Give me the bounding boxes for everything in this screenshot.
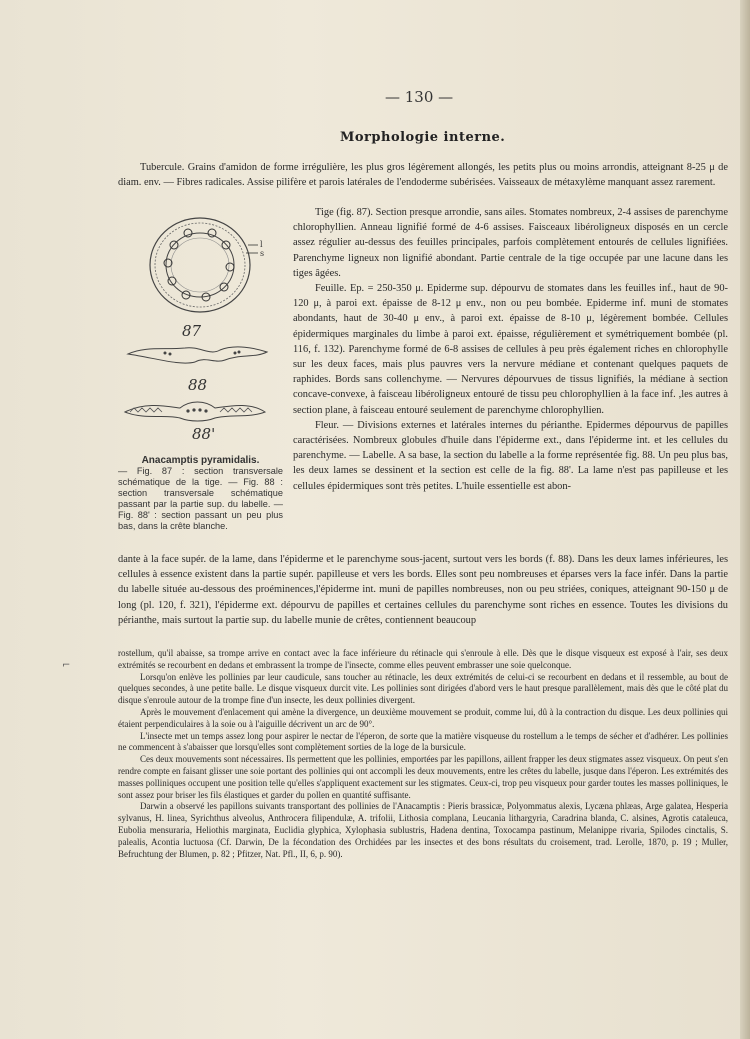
column-text [293, 205, 728, 494]
small-p2: Lorsqu'on enlève les pollinies par leur caudicule, sans toucher au rétinacle, les deux extrémités de celui-ci se recourbent en dedans et il ressemble, au bout de quelques secondes, à une petite balle. Le disque visqueux durcit vite. Les pollinies sont dirigées d'abord vers le haut presque parallèlement, mais dès que le côté plat du disque s'enroule autour de la trompe fine d'un insecte, les deux pollinies divergent. [118, 671, 728, 706]
figure-caption [118, 455, 283, 532]
figure-88-prime-section [120, 392, 270, 426]
fig87-label-s: s [260, 249, 265, 258]
small-print-section [118, 648, 728, 860]
figure-87-label: 87 [182, 322, 202, 340]
caption-text: — Fig. 87 : section transversale schématique de la tige. — Fig. 88 : section transversale schématique passant par la partie sup. du labelle. — Fig. 88' : section passant un peu plus bas, dans la crête blanche. [118, 466, 283, 531]
tige-text: Tige (fig. 87). Section presque arrondie, sans ailes. Stomates nombreux, 2-4 assises de parenchyme chlorophyllien. Anneau lignifié formé de 4-6 assises. Faisceaux libéroligneux disposés en un cercle assez régulier au-dessus des feuilles principales, parfois complètement entourés de cellules lignifiées. Parenchyme ligneux non lignifié abondant. Partie centrale de la tige occupée par une lacune dans les tiges âgées. [293, 207, 728, 279]
figure-88-label: 88 [188, 376, 208, 394]
tubercule-text: Tubercule. Grains d'amidon de forme irrégulière, les plus gros légèrement allongés, les petits plus ou moins arrondis, atteignant 8-25 μ de diam. env. — Fibres radicales. Assise pilifère et parois latérales de l'endoderme subérisées. Vaisseaux de métaxylème manquant assez rarement. [118, 162, 728, 189]
figure-87-stem-section [140, 215, 270, 315]
small-p4: L'insecte met un temps assez long pour aspirer le nectar de l'éperon, de sorte que la matière visqueuse du rostellum a le temps de sécher et d'adhérer. Les pollinies ne commencent à s'abaisser que lorsqu'elles sont complètement sorties de la loge de la bursicule. [118, 730, 728, 753]
small-p5: Ces deux mouvements sont nécessaires. Ils permettent que les pollinies, emportées par les papillons, aillent frapper les deux stigmates assez visqueux. On peut s'en rendre compte en faisant glisser une soie portant des pollinies qui ont accompli les deux mouvements, entre les crêtes du labelle, jusque dans l'éperon. Les extrémités des masses polliniques occupent une position telle qu'elles s'appliquent exactement sur les stigmates. Ceux-ci, trop peu visqueux pour garder toutes les masses polliniques, le sont assez pour briser les fils élastiques et garder du pollen en quantité suffisante. [118, 754, 728, 800]
paragraph-tubercule [118, 160, 728, 190]
fig87-label-l: l [260, 240, 263, 249]
paragraph-fleur-continued [118, 552, 728, 628]
fleur-cont-text: dante à la face supér. de la lame, dans l'épiderme et le parenchyme sous-jacent, surtout vers les bords (f. 88). Dans les deux lames inférieures, les cellules à essence existent dans la partie supér. papilleuse et vers les bords. Elles sont peu nombreuses et éparses vers la face infér. Dans la partie du labelle située au-dessous des proéminences,l'épiderme int. muni de papilles nombreuses, non ou peu striées, coniques, atteignant 90-150 μ de long (pl. 120, f. 321), l'épiderme ext. dépourvu de papilles et certaines cellules du parenchyme sont riches en essence. Toutes les divisions du périanthe, mais surtout la partie sup. du labelle munie de crêtes, contiennent beaucoup [118, 554, 728, 626]
fleur-text: Fleur. — Divisions externes et latérales internes du périanthe. Epidermes dépourvus de papilles caractérisées. Nombreux globules d'huile dans l'épiderme ext., dans l'épiderme int. et les cellules du parenchyme. — Labelle. A sa base, la section du labelle a la forme représentée fig. 88. Un peu plus bas, les deux lames se dessinent et la section est celle de la fig. 88'. La lame n'est pas papilleuse et les cellules épidermiques sont très petites. L'huile essentielle est abon- [293, 419, 728, 492]
figure-88-labelle-section [125, 340, 270, 370]
page-edge [740, 0, 750, 1039]
small-p6: Darwin a observé les papillons suivants transportant des pollinies de l'Anacamptis : Pieris brassicæ, Polyommatus alexis, Lycæna phlæas, Arge galatea, Hesperia sylvanus, H. linea, Syrichthus alveolus, Anthrocera filipendulæ, A. trifolii, Lithosia complana, Leucania lithargyria, Caradrina blanda, C. alsines, Agrotis cataleuca, Eubolia mensuraria, Heliothis marginata, Euclidia glyphica, Xylophasia sublustris, Hadena dentina, Toxocampa pastinum, Melanippe rivaria, Spilodes cinctalis, S. palealis, Acontia luctuosa (Cf. Darwin, De la fécondation des Orchidées par les insectes et des bons résultats du croisement, trad. Lerolle, 1870, p. 19 ; Muller, Befruchtung der Blumen, p. 82 ; Pfitzer, Nat. Pfl., II, 6, p. 90). [118, 801, 728, 859]
small-p1: rostellum, qu'il abaisse, sa trompe arrive en contact avec la face inférieure du rétinacle qui s'enroule à elle. Dès que le disque visqueux est exposé à l'air, ses deux extrémités se recourbent en dedans et embrassent la trompe de l'insecte, comme elles peuvent embrasser une soie quelconque. [118, 648, 728, 670]
page-number: — 130 — [385, 88, 454, 106]
section-heading: Morphologie interne. [340, 130, 506, 145]
figure-88-prime-label: 88' [192, 425, 216, 443]
feuille-text: Feuille. Ep. = 250-350 μ. Epiderme sup. dépourvu de stomates dans les feuilles inf., haut de 90-120 μ, à paroi ext. épaisse de 8-12 μ env., non ou peu bombée. Epiderme inf. muni de stomates abondants, haut de 30-40 μ env., à paroi ext. épaisse de 8-10 μ, légèrement bombée. Cellules épidermiques marginales du limbe à paroi ext. épaisse, régulièrement et symétriquement bombée (pl. 116, f. 132). Parenchyme formé de 6-8 assises de cellules à peu près également riches en chlorophylle sur les deux faces, mais plus pauvres vers la nervure médiane et contenant quelques paquets de raphides. Bords sans collenchyme. — Nervures dépourvues de tissus lignifiés, la médiane à section concave-convexe, à faisceau libéroligneux entouré de tissu peu chlorophyllien à la face inf. ,les autres à section plane, à faisceau entouré seulement de parenchyme chlorophyllien. [293, 283, 728, 416]
margin-mark: ⌐ [62, 660, 71, 671]
caption-title: Anacamptis pyramidalis. [141, 455, 260, 466]
small-p3: Après le mouvement d'enlacement qui amène la divergence, un deuxième mouvement se produit, comme lui, dû à la contraction du disque. Les deux pollinies qui étaient perpendiculaires à la soie ou à l'aiguille décrivent un arc de 90°. [118, 706, 728, 729]
